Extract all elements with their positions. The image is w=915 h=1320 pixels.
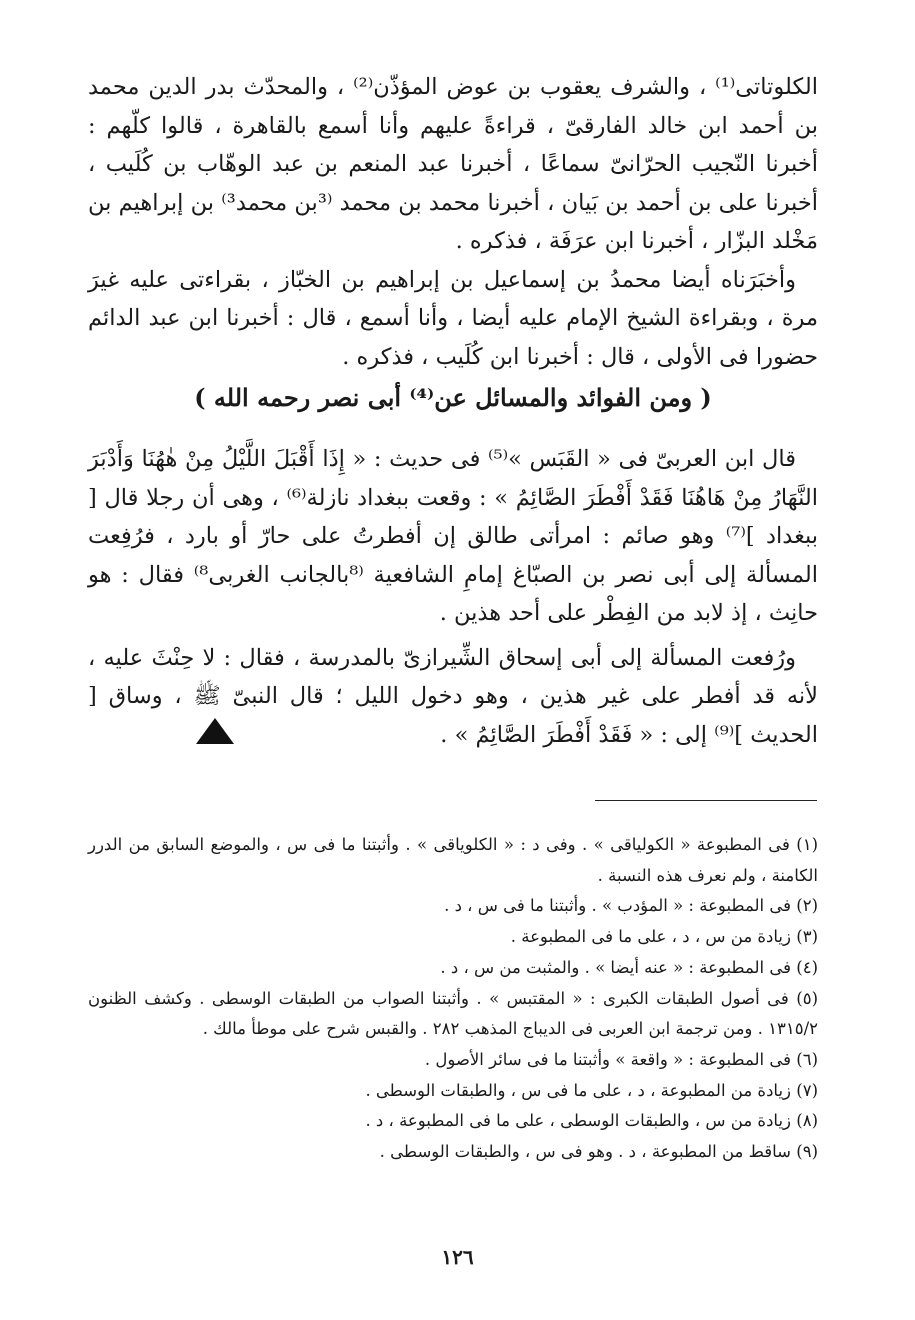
footnote-1: (١) فى المطبوعة « الكولياقى » . وفى د : « الكلوياقى » . وأثبتنا ما فى س ، والموضع السابق من الدرر الكامنة ، ولم نعرف هذه النسبة . — [88, 835, 818, 885]
paragraph-ibn-arabi: قال ابن العربىّ فى « القَبَس »⁽⁵⁾ فى حديث : « إِذَا أَقْبَلَ اللَّيْلُ مِنْ هٰهُنَا وَأَدْبَرَ النَّهَارُ مِنْ هَاهُنَا فَقَدْ أَفْطَرَ الصَّائِمُ » : وقعت ببغداد نازلة⁽⁶⁾ ، وهى أن رجلا قال [ ببغداد ]⁽⁷⁾ وهو صائم : امرأتى طالق إن أفطرتُ على حارّ أو بارد ، فرُفِعت المسألة إلى أبى نصر بن الصبّاغ إمامِ الشافعية ⁽⁸بالجانب الغربى⁸⁾ فقال : هو حانِث ، إذ لابد من الفِطْر على أحد هذين . — [88, 446, 818, 626]
ink-blot-mark — [196, 718, 234, 744]
footnote-5: (٥) فى أصول الطبقات الكبرى : « المقتبس » . وأثبتنا الصواب من الطبقات الوسطى . وكشف الظنون ١٣١٥/٢ . ومن ترجمة ابن العربى فى الديباج المذهب ٢٨٢ . والقبس شرح على موطأ مالك . — [88, 988, 818, 1039]
footnote-2: (٢) فى المطبوعة : « المؤدب » . وأثبتنا ما فى س ، د . — [444, 896, 818, 916]
main-text-section — [88, 440, 818, 754]
footnotes — [88, 830, 818, 1168]
footnote-3: (٣) زيادة من س ، د ، على ما فى المطبوعة . — [510, 927, 818, 947]
main-text-top — [88, 68, 818, 376]
footnote-6: (٦) فى المطبوعة : « واقعة » وأثبتنا ما فى سائر الأصول . — [424, 1049, 818, 1069]
section-heading: ( ومن الفوائد والمسائل عن⁽⁴⁾ أبى نصر رحمه الله ) — [194, 383, 712, 412]
footnote-separator — [595, 800, 817, 801]
footnote-9: (٩) ساقط من المطبوعة ، د . وهو فى س ، والطبقات الوسطى . — [379, 1142, 818, 1162]
paragraph-shirazi: ورُفعت المسألة إلى أبى إسحاق الشِّيرازىّ بالمدرسة ، فقال : لا حِنْثَ عليه ، لأنه قد أفطر على غير هذين ، وهو دخول الليل ؛ قال النبىّ ﷺ ، وساق [ الحديث ]⁽⁹⁾ إلى : « فَقَدْ أَفْطَرَ الصَّائِمُ » . — [88, 644, 818, 748]
paragraph-isnad-1: الكلوتاتى⁽¹⁾ ، والشرف يعقوب بن عوض المؤذّن⁽²⁾ ، والمحدّث بدر الدين محمد بن أحمد ابن خالد الفارقىّ ، قراءةً عليهم وأنا أسمع بالقاهرة ، قالوا كلّهم : أخبرنا النّجيب الحرّانىّ سماعًا ، أخبرنا عبد المنعم بن عبد الوهّاب بن كُلَيب ، أخبرنا على بن أحمد بن بَيان ، أخبرنا محمد بن محمد ⁽³بن محمد³⁾ بن إبراهيم بن مَخْلد البزّار ، أخبرنا ابن عرَفَة ، فذكره . — [88, 74, 819, 254]
footnote-4: (٤) فى المطبوعة : « عنه أيضا » . والمثبت من س ، د . — [440, 957, 818, 977]
paragraph-isnad-2: وأخبَرَناه أيضا محمدُ بن إسماعيل بن إبراهيم بن الخبّاز ، بقراءتى عليه غيرَ مرة ، وبقراءة الشيخ الإمام عليه أيضا ، وأنا أسمع ، قال : أخبرنا ابن عبد الدائم حضورا فى الأولى ، قال : أخبرنا ابن كُلَيب ، فذكره . — [88, 266, 818, 370]
page-number: ١٢٦ — [441, 1245, 474, 1269]
footnote-7: (٧) زيادة من المطبوعة ، د ، على ما فى س ، والطبقات الوسطى . — [365, 1080, 818, 1100]
footnote-8: (٨) زيادة من س ، والطبقات الوسطى ، على ما فى المطبوعة ، د . — [365, 1111, 818, 1131]
